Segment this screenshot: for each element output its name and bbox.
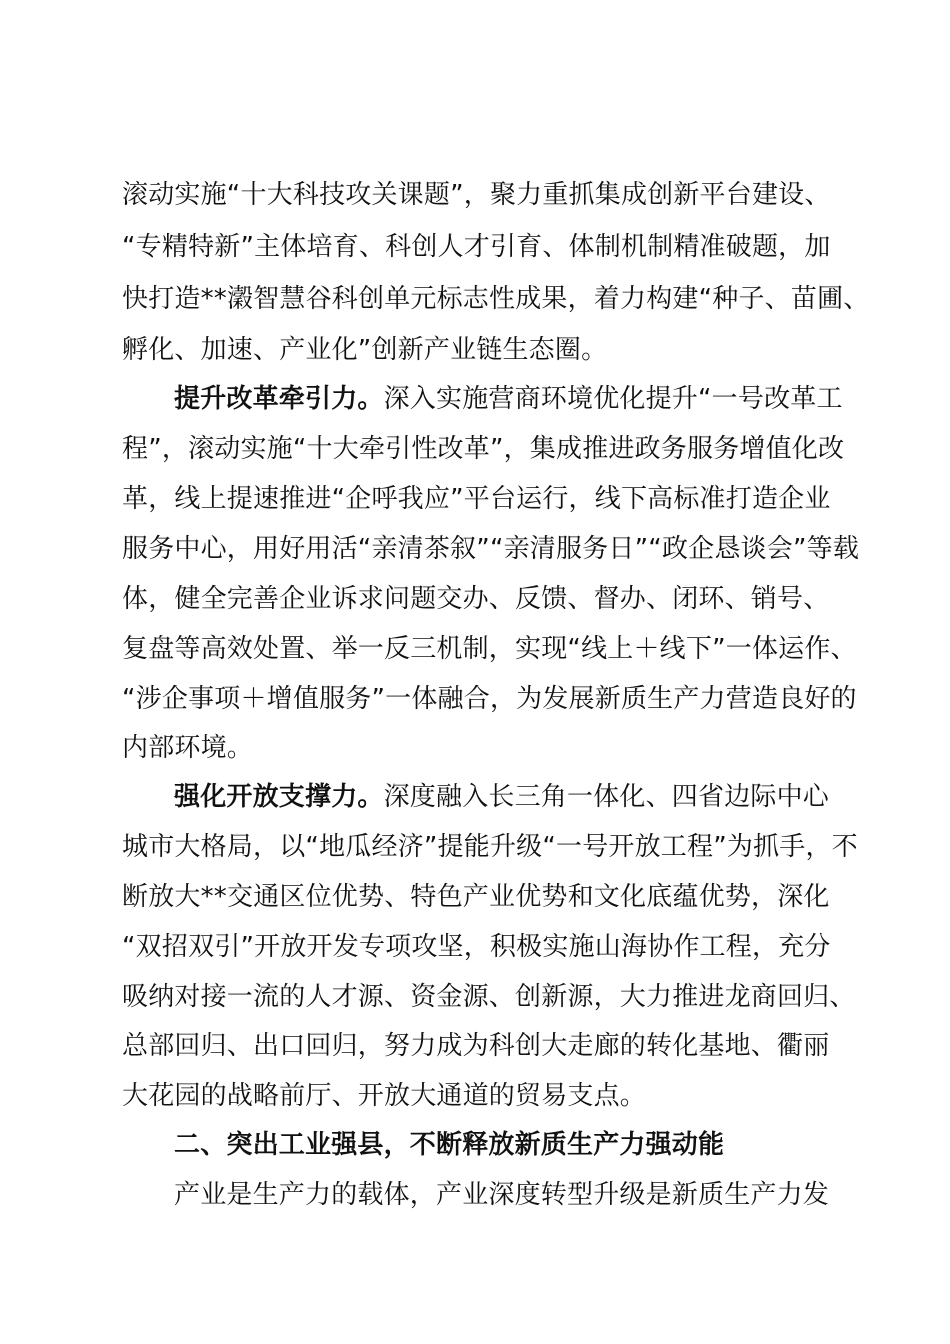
- paragraph-heading: 提升改革牵引力。: [174, 384, 384, 414]
- paragraph-line: 孵化、加速、产业化”创新产业链生态圈。: [122, 335, 608, 365]
- paragraph-line: 城市大格局，以“地瓜经济”提能升级“一号开放工程”为抓手，不: [122, 832, 858, 862]
- paragraph-first-line: [174, 384, 843, 414]
- paragraph-heading: 强化开放支撑力。: [174, 782, 384, 812]
- paragraph-line: 吸纳对接一流的人才源、资金源、创新源，大力推进龙商回归、: [122, 982, 856, 1012]
- paragraph-line: 革，线上提速推进“企呼我应”平台运行，线下高标准打造企业: [122, 484, 831, 514]
- paragraph-line: 滚动实施“十大科技攻关课题”，聚力重抓集成创新平台建设、: [122, 180, 831, 210]
- paragraph-line: 程”，滚动实施“十大牵引性改革”，集成推进政务服务增值化改: [122, 434, 845, 464]
- paragraph-line: 服务中心，用好用活“亲清茶叙”“亲清服务日”“政企恳谈会”等载: [122, 534, 860, 564]
- paragraph-line: 断放大**交通区位优势、特色产业优势和文化底蕴优势，深化: [122, 882, 830, 912]
- paragraph-text: 深度融入长三角一体化、四省边际中心: [383, 782, 830, 812]
- paragraph-line: 快打造**瀔智慧谷科创单元标志性成果，着力构建“种子、苗圃、: [122, 284, 870, 314]
- section-heading: 二、突出工业强县，不断释放新质生产力强动能: [174, 1130, 725, 1160]
- paragraph-line: 复盘等高效处置、举一反三机制，实现“线上＋线下”一体运作、: [122, 634, 857, 664]
- paragraph-line: 内部环境。: [122, 733, 254, 763]
- paragraph-first-line: 产业是生产力的载体，产业深度转型升级是新质生产力发: [174, 1180, 830, 1210]
- paragraph-line: “专精特新”主体培育、科创人才引育、体制机制精准破题，加: [122, 232, 831, 262]
- paragraph-line: 总部回归、出口回归，努力成为科创大走廊的转化基地、衢丽: [122, 1031, 830, 1061]
- paragraph-line: “涉企事项＋增值服务”一体融合，为发展新质生产力营造良好的: [122, 684, 857, 714]
- paragraph-line: 大花园的战略前厅、开放大通道的贸易支点。: [122, 1081, 647, 1111]
- paragraph-line: “双招双引”开放开发专项攻坚，积极实施山海协作工程，充分: [122, 932, 831, 962]
- paragraph-first-line: [174, 782, 829, 812]
- paragraph-text: 深入实施营商环境优化提升“一号改革工: [383, 384, 843, 414]
- paragraph-line: 体，健全完善企业诉求问题交办、反馈、督办、闭环、销号、: [122, 584, 830, 614]
